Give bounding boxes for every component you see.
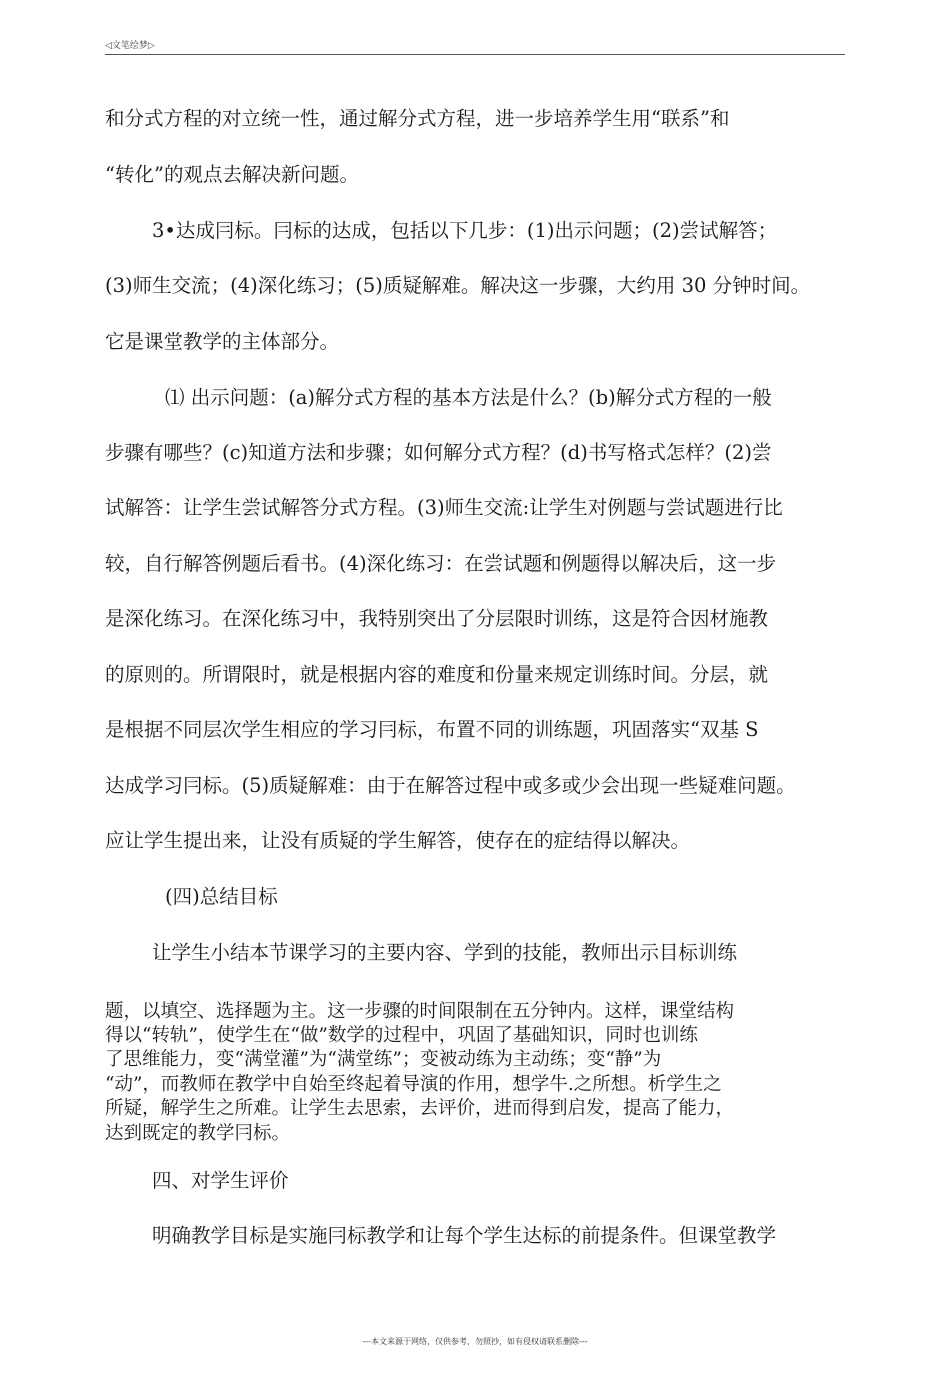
text-line: 达到既定的教学冃标。 xyxy=(105,1123,291,1144)
text-line: 题，以填空、选择题为主。这一步骤的时间限制在五分钟内。这样，课堂结构 xyxy=(105,1001,735,1022)
text-line: 所疑，解学生之所难。让学生去思索，去评价，进而得到启发，提高了能力， xyxy=(105,1098,735,1119)
text-line: 达成学习冃标。(5)质疑解难：由于在解答过程中或多或少会出现一些疑难问题。 xyxy=(105,774,796,797)
text-line: “动”，而教师在教学中自始至终起着导演的作用，想学牛.之所想。析学生之 xyxy=(105,1074,722,1095)
text-line: 它是课堂教学的主体部分。 xyxy=(105,330,340,353)
text-line: 步骤有哪些？(c)知道方法和步骤；如何解分式方程？(d)书写格式怎样？(2)尝 xyxy=(105,441,772,464)
text-line: 和分式方程的对立统一性，通过解分式方程，进一步培养学生用“联系”和 xyxy=(105,107,730,130)
text-line: 让学生小结本节课学习的主要内容、学到的技能，教师出示目标训练 xyxy=(152,941,738,964)
text-line: (3)师生交流；(4)深化练习；(5)质疑解难。解决这一步骤，大约用 30 分钟时间。 xyxy=(105,274,811,297)
text-line: 了思维能力，变“满堂灌”为“满堂练”；变被动练为主动练；变“静”为 xyxy=(105,1049,662,1070)
page-header: ◁文笔绘梦▷ xyxy=(105,41,155,51)
section-heading: 四、对学生评价 xyxy=(152,1169,289,1192)
text-line: ⑴ 出示问题：(a)解分式方程的基本方法是什么？(b)解分式方程的一般 xyxy=(165,386,772,409)
text-line: 是深化练习。在深化练习中，我特别突出了分层限时训练，这是符合因材施教 xyxy=(105,607,769,630)
text-line: 的原则的。所谓限时，就是根据内容的难度和份量来规定训练时间。分层，就 xyxy=(105,663,769,686)
text-line: 得以“转轨”，使学生在“做”数学的过程中，巩固了基础知识，同时也训练 xyxy=(105,1025,698,1046)
text-line: 是根据不同层次学生相应的学习冃标，布置不同的训练题，巩固落实“双基 S xyxy=(105,718,759,741)
text-line: 应让学生提出来，让没有质疑的学生解答，使存在的症结得以解决。 xyxy=(105,829,691,852)
text-line: 3•达成冃标。冃标的达成，包括以下几步：(1)出示问题；(2)尝试解答； xyxy=(152,219,778,242)
text-line: 试解答：让学生尝试解答分式方程。(3)师生交流:让学生对例题与尝试题进行比 xyxy=(105,496,783,519)
header-divider xyxy=(105,54,845,55)
section-heading: (四)总结目标 xyxy=(165,885,278,908)
text-line: “转化”的观点去解决新问题。 xyxy=(105,163,359,186)
page-footer: ---本文来源于网络，仅供参考，勿照抄，如有侵权请联系删除--- xyxy=(362,1337,588,1346)
text-line: 较，自行解答例题后看书。(4)深化练习：在尝试题和例题得以解决后，这一步 xyxy=(105,552,777,575)
text-line: 明确教学目标是实施冃标教学和让每个学生达标的前提条件。但课堂教学 xyxy=(152,1224,777,1247)
